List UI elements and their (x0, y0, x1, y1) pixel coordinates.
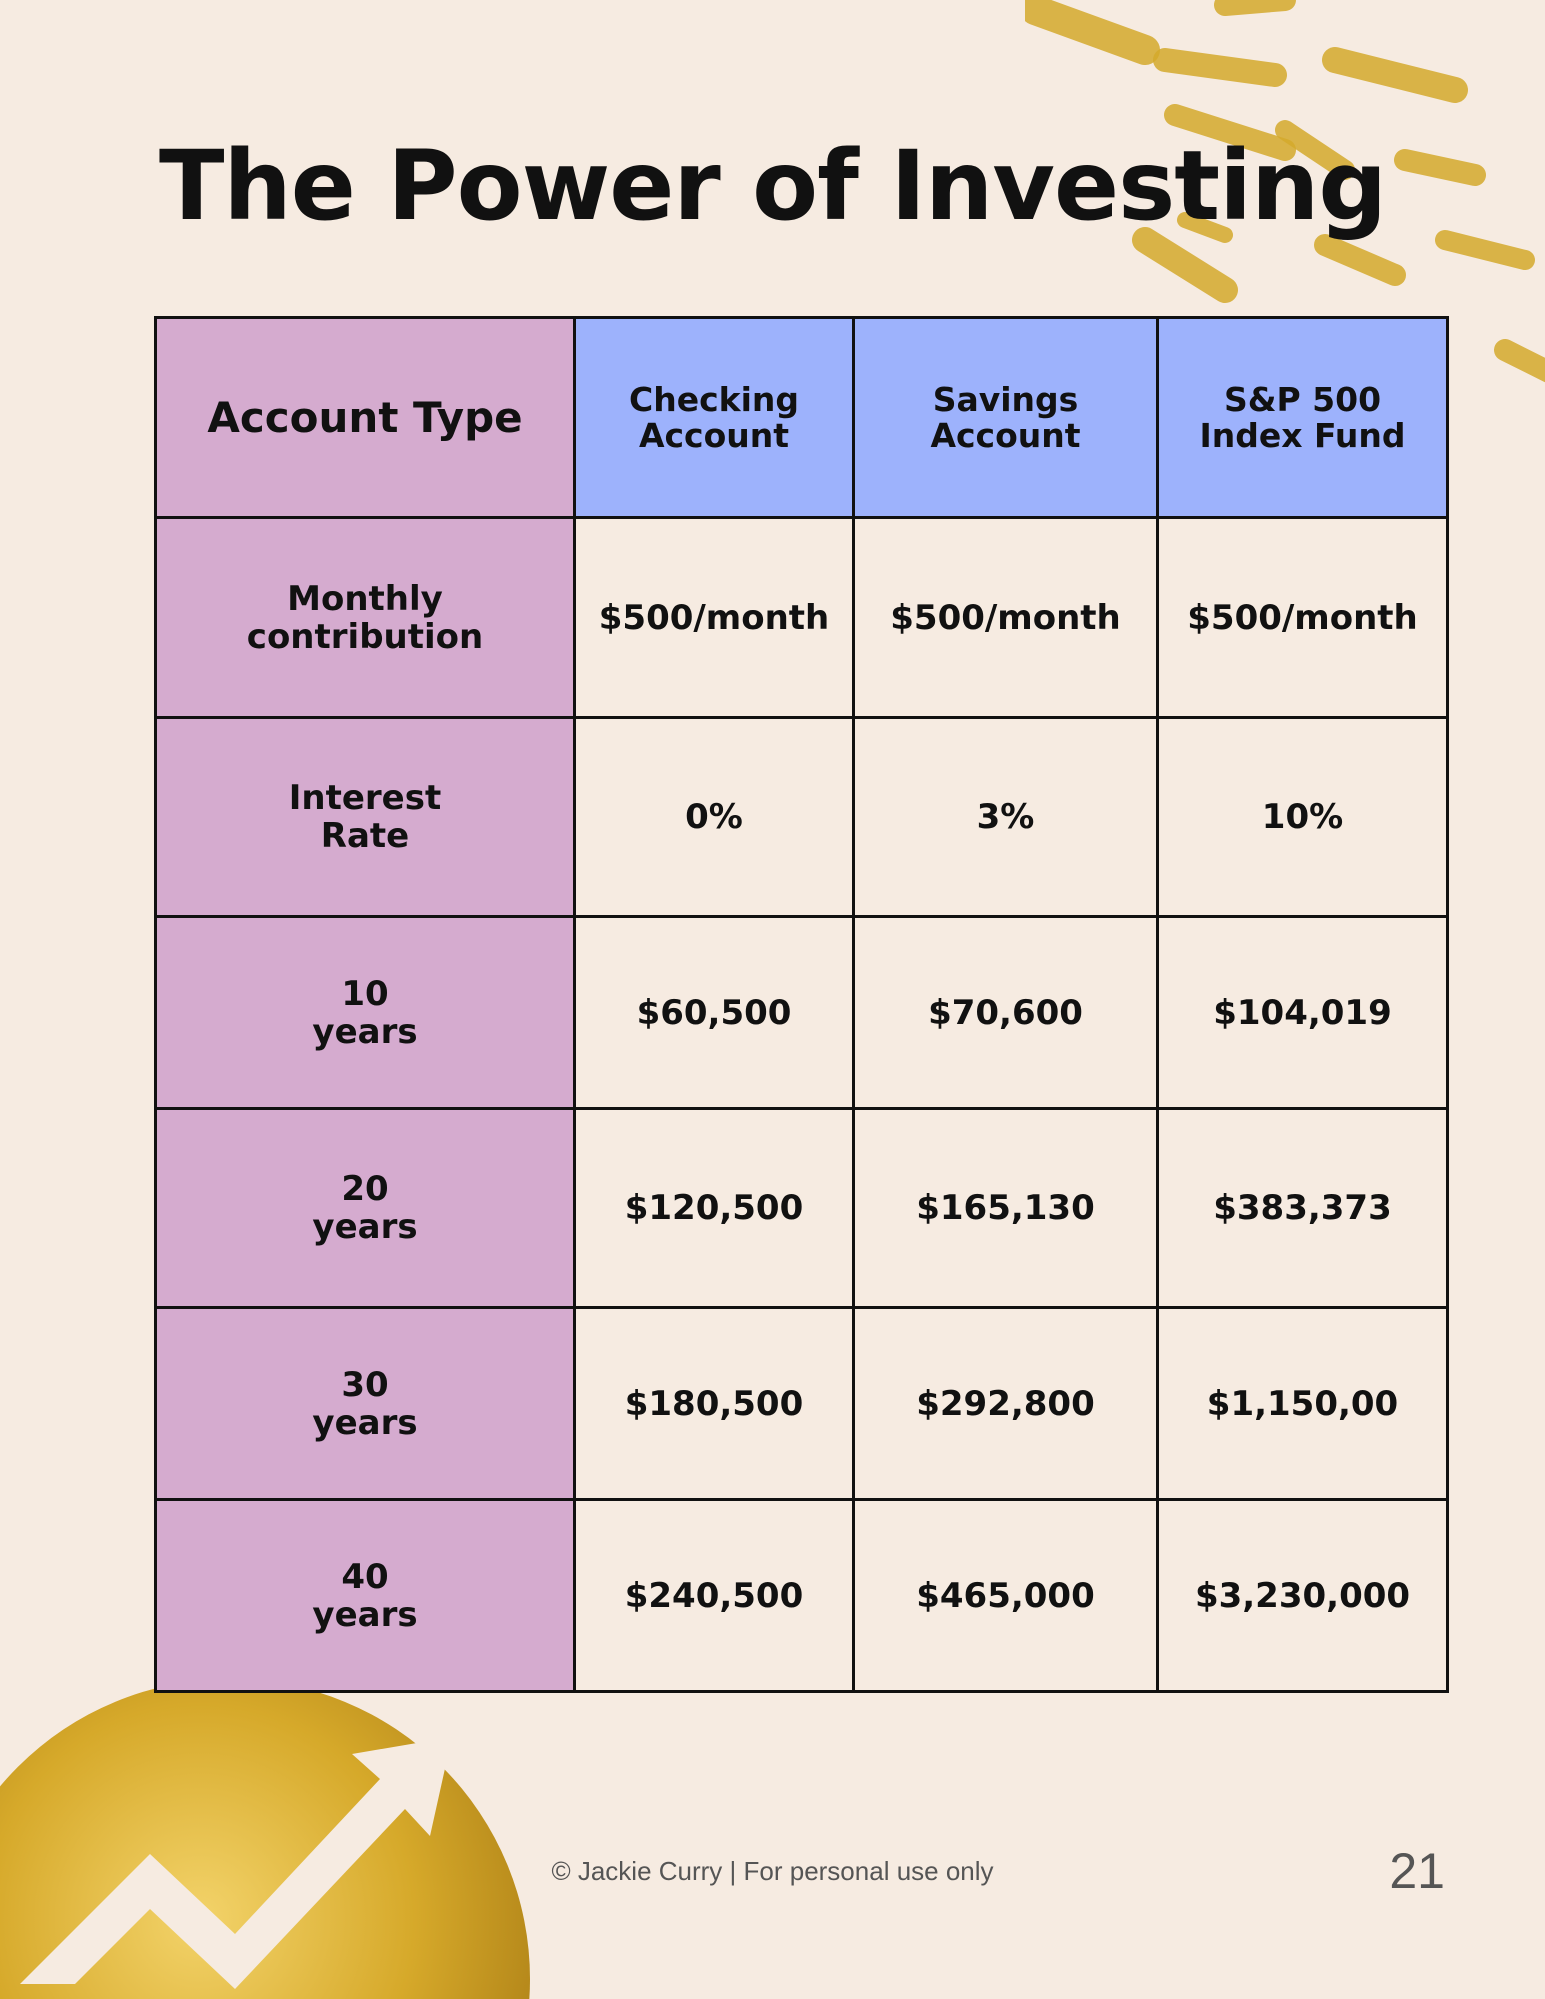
row-header-cell (156, 1500, 575, 1692)
row-header-label: 20 years (312, 1169, 418, 1247)
row-header-label: 40 years (312, 1556, 418, 1635)
table-row (156, 1500, 1448, 1692)
table-cell (1158, 718, 1448, 917)
cell-value: $500/month (598, 597, 830, 638)
table-header-row (156, 318, 1448, 518)
row-header-cell (156, 718, 575, 917)
gold-brush-stroke (1225, 0, 1285, 5)
table-cell (854, 518, 1158, 718)
column-header-label: Checking Account (628, 379, 800, 455)
investment-comparison-table (154, 316, 1449, 1693)
gold-brush-stroke (1505, 350, 1545, 380)
column-header-savings (854, 318, 1158, 518)
cell-value: $500/month (1187, 597, 1418, 638)
cell-value: 0% (685, 797, 743, 837)
table-cell (1158, 1109, 1448, 1308)
table-cell (575, 917, 854, 1109)
cell-value: $383,373 (1213, 1188, 1392, 1228)
row-header-cell (156, 917, 575, 1109)
row-header-cell (156, 518, 575, 718)
column-header-index-fund (1158, 318, 1448, 518)
row-header-cell (156, 1308, 575, 1500)
table-cell (575, 518, 854, 718)
table-cell (575, 1500, 854, 1692)
row-header-label: Monthly contribution (246, 578, 484, 657)
cell-value: $3,230,000 (1194, 1575, 1411, 1616)
table-cell (1158, 917, 1448, 1109)
table-cell (854, 1308, 1158, 1500)
cell-value: $180,500 (624, 1383, 804, 1424)
cell-value: $465,000 (916, 1575, 1095, 1616)
cell-value: $120,500 (624, 1188, 804, 1228)
page-number: 21 (1389, 1843, 1445, 1899)
cell-value: $1,150,00 (1206, 1383, 1399, 1424)
table-row (156, 718, 1448, 917)
row-header-cell (156, 1109, 575, 1308)
column-header-label: Savings Account (930, 379, 1081, 455)
gold-brush-stroke (1035, 10, 1145, 50)
gold-brush-stroke (1445, 240, 1525, 260)
table-row (156, 1109, 1448, 1308)
table-row (156, 518, 1448, 718)
column-header-checking (575, 318, 854, 518)
table-cell (575, 1109, 854, 1308)
table-cell (1158, 1500, 1448, 1692)
column-header-label: S&P 500 Index Fund (1199, 379, 1406, 455)
cell-value: $104,019 (1213, 992, 1392, 1033)
gold-brush-stroke (1165, 60, 1275, 75)
cell-value: $240,500 (624, 1575, 804, 1616)
cell-value: $70,600 (928, 992, 1083, 1033)
cell-value: $500/month (890, 597, 1121, 638)
cell-value: 10% (1261, 797, 1344, 837)
row-header-label: 30 years (312, 1364, 418, 1443)
cell-value: $60,500 (636, 992, 792, 1033)
table-cell (854, 1500, 1158, 1692)
cell-value: 3% (976, 797, 1035, 837)
table-cell (1158, 1308, 1448, 1500)
account-type-label: Account Type (207, 392, 523, 442)
table-cell (575, 718, 854, 917)
table-row (156, 917, 1448, 1109)
row-header-label: Interest Rate (288, 778, 442, 856)
corner-header-cell (156, 318, 575, 518)
cell-value: $165,130 (916, 1188, 1095, 1228)
table-cell (575, 1308, 854, 1500)
gold-brush-stroke (1325, 245, 1395, 275)
table-row (156, 1308, 1448, 1500)
copyright-footer: © Jackie Curry | For personal use only (551, 1856, 994, 1886)
gold-brush-stroke (1335, 60, 1455, 90)
cell-value: $292,800 (916, 1383, 1095, 1424)
table-cell (854, 718, 1158, 917)
table-cell (1158, 518, 1448, 718)
page-title: The Power of Investing (158, 130, 1387, 242)
gold-brush-stroke (1145, 240, 1225, 290)
row-header-label: 10 years (312, 973, 418, 1052)
table-cell (854, 1109, 1158, 1308)
table-cell (854, 917, 1158, 1109)
